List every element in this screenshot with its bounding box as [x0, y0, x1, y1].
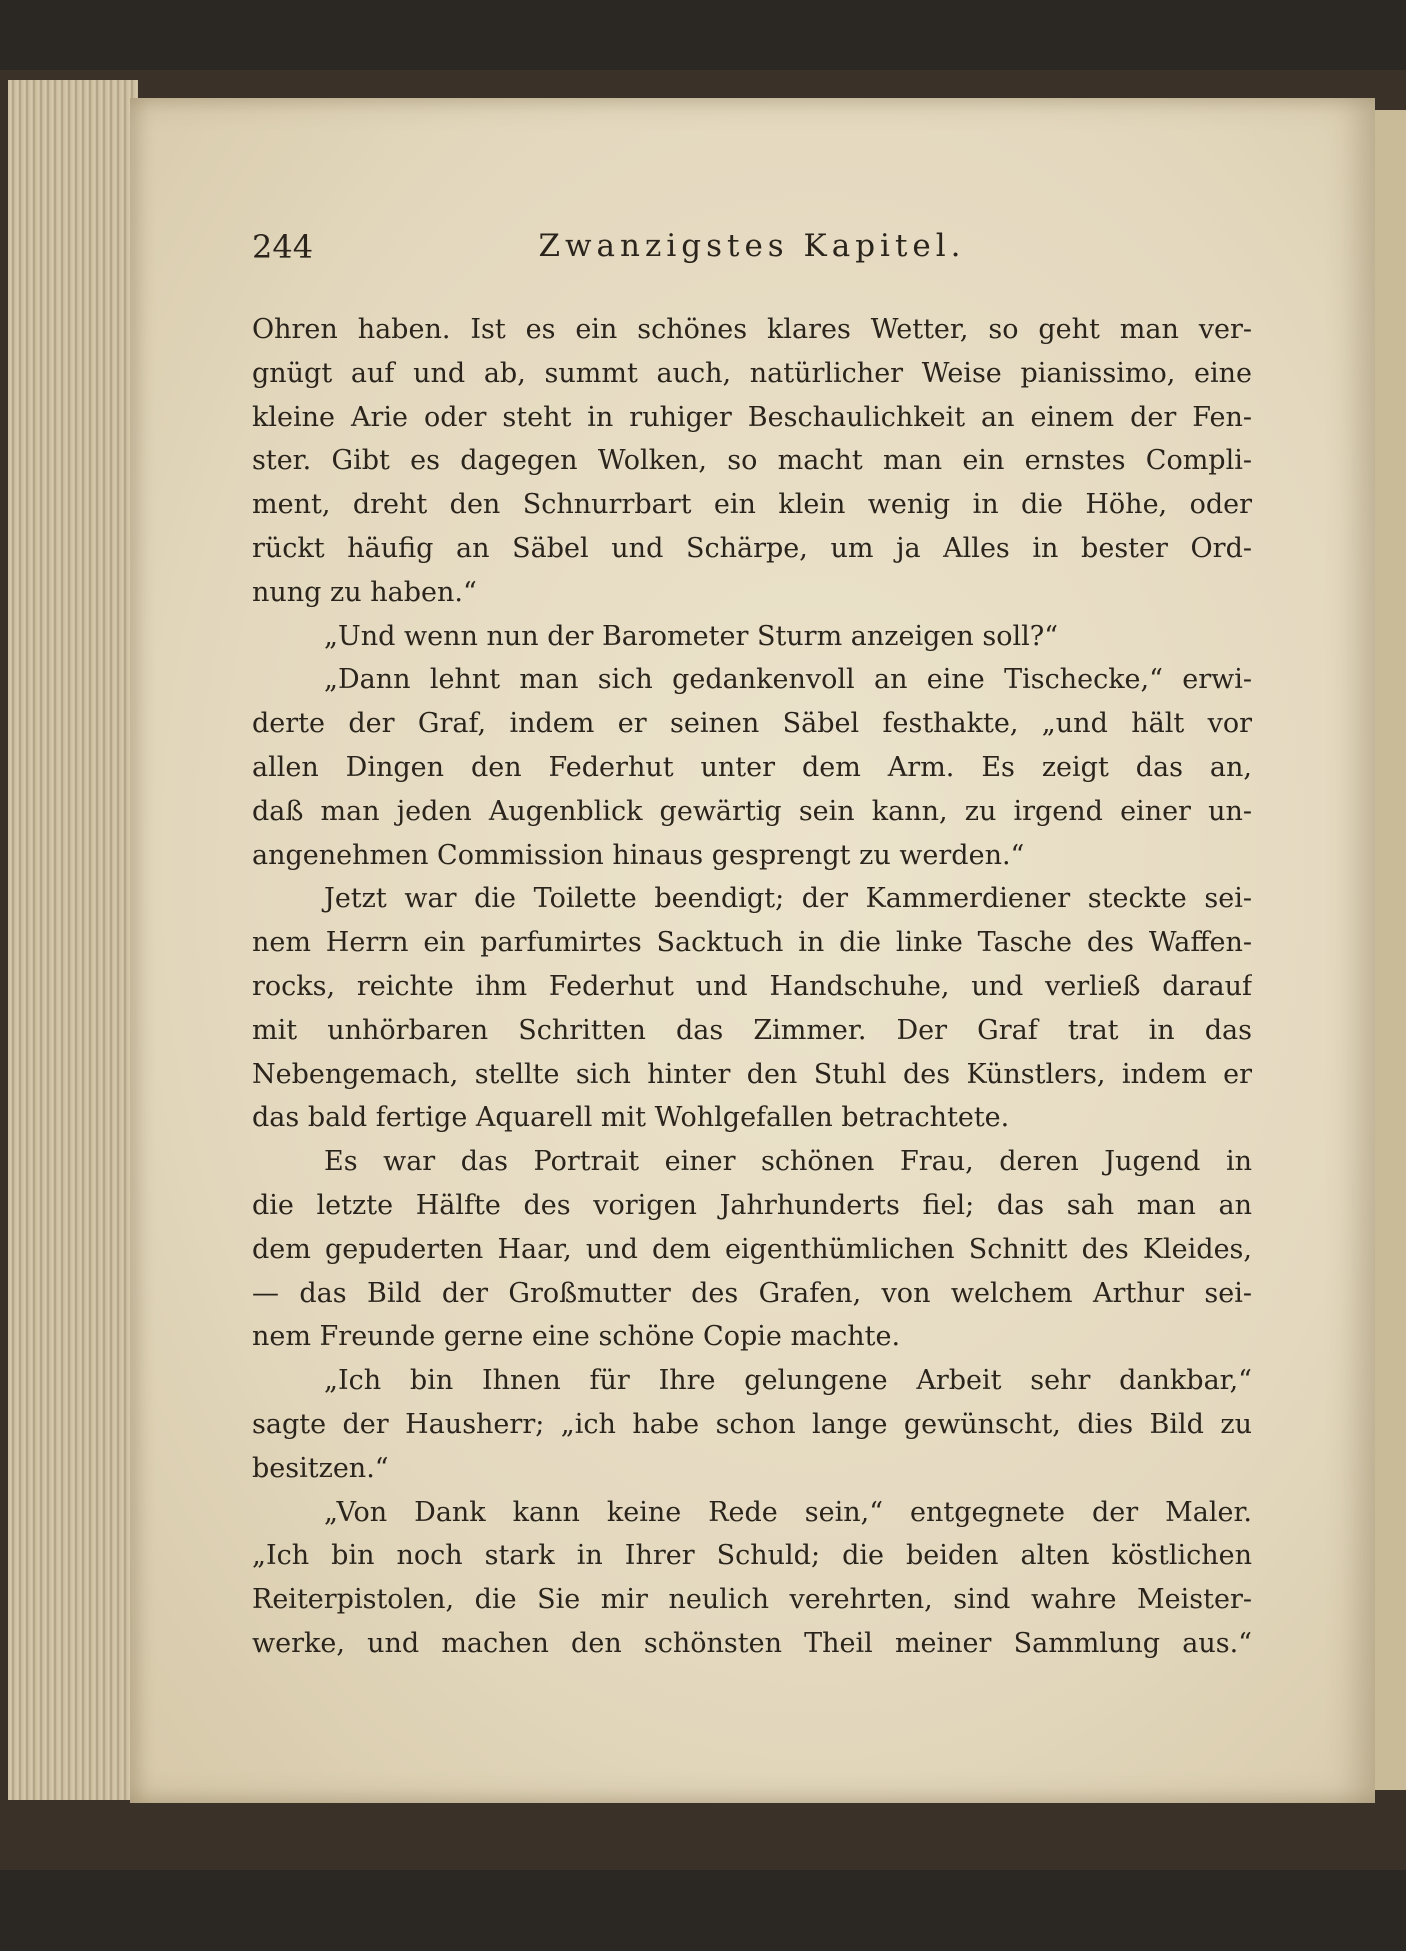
text-line: Jetzt war die Toilette beendigt; der Kammerdiener steckte sei- [324, 883, 1252, 915]
text-line: mit unhörbaren Schritten das Zimmer. Der Graf trat in das [252, 1014, 1252, 1046]
text-line: nem Herrn ein parfumirtes Sacktuch in die linke Tasche des Waffen- [252, 927, 1252, 959]
text-line: werke, und machen den schönsten Theil meiner Sammlung aus.“ [252, 1627, 1252, 1659]
text-line: nung zu haben.“ [252, 576, 477, 608]
text-line: angenehmen Commission hinaus gesprengt zu werden.“ [252, 839, 1025, 871]
text-line: sagte der Hausherr; „ich habe schon lange gewünscht, dies Bild zu [252, 1408, 1252, 1440]
text-line: „Ich bin Ihnen für Ihre gelungene Arbeit sehr dankbar,“ [324, 1365, 1252, 1397]
text-line: allen Dingen den Federhut unter dem Arm. Es zeigt das an, [252, 751, 1252, 783]
text-line: daß man jeden Augenblick gewärtig sein kann, zu irgend einer un- [252, 795, 1252, 827]
text-line: nem Freunde gerne eine schöne Copie machte. [252, 1321, 901, 1353]
running-head: Zwanzigstes Kapitel. [538, 228, 966, 264]
text-line: — das Bild der Großmutter des Grafen, von welchem Arthur sei- [252, 1277, 1252, 1309]
text-line: Ohren haben. Ist es ein schönes klares Wetter, so geht man ver- [252, 314, 1252, 345]
text-line: gnügt auf und ab, summt auch, natürlicher Weise pianissimo, eine [252, 357, 1252, 389]
page-edges [8, 80, 138, 1800]
text-line: Es war das Portrait einer schönen Frau, deren Jugend in [324, 1146, 1252, 1178]
text-line: das bald fertige Aquarell mit Wohlgefallen betrachtete. [252, 1102, 1010, 1134]
text-line: derte der Graf, indem er seinen Säbel festhakte, „und hält vor [252, 708, 1252, 740]
text-line: ster. Gibt es dagegen Wolken, so macht man ein ernstes Compli- [252, 445, 1252, 477]
text-line: Nebengemach, stellte sich hinter den Stuhl des Künstlers, indem er [252, 1058, 1252, 1090]
page-number: 244 [252, 228, 314, 266]
text-line: „Und wenn nun der Barometer Sturm anzeigen soll?“ [324, 620, 1058, 652]
text-line: „Von Dank kann keine Rede sein,“ entgegnete der Maler. [324, 1496, 1252, 1528]
text-line: rückt häufig an Säbel und Schärpe, um ja Alles in bester Ord- [252, 532, 1252, 564]
text-line: dem gepuderten Haar, und dem eigenthümlichen Schnitt des Kleides, [252, 1233, 1252, 1265]
text-line: „Ich bin noch stark in Ihrer Schuld; die beiden alten köstlichen [252, 1540, 1252, 1572]
text-line: die letzte Hälfte des vorigen Jahrhunderts fiel; das sah man an [252, 1189, 1252, 1221]
text-line: besitzen.“ [252, 1452, 389, 1484]
body-text [252, 308, 1252, 1666]
text-line: kleine Arie oder steht in ruhiger Beschaulichkeit an einem der Fen- [252, 401, 1252, 433]
text-line: ment, dreht den Schnurrbart ein klein wenig in die Höhe, oder [252, 489, 1252, 521]
text-line: Reiterpistolen, die Sie mir neulich verehrten, sind wahre Meister- [252, 1584, 1252, 1616]
text-line: „Dann lehnt man sich gedankenvoll an eine Tischecke,“ erwi- [324, 664, 1252, 696]
page-header [252, 228, 1252, 278]
right-page-edge [1372, 110, 1406, 1790]
text-line: rocks, reichte ihm Federhut und Handschuhe, und verließ darauf [252, 970, 1252, 1002]
